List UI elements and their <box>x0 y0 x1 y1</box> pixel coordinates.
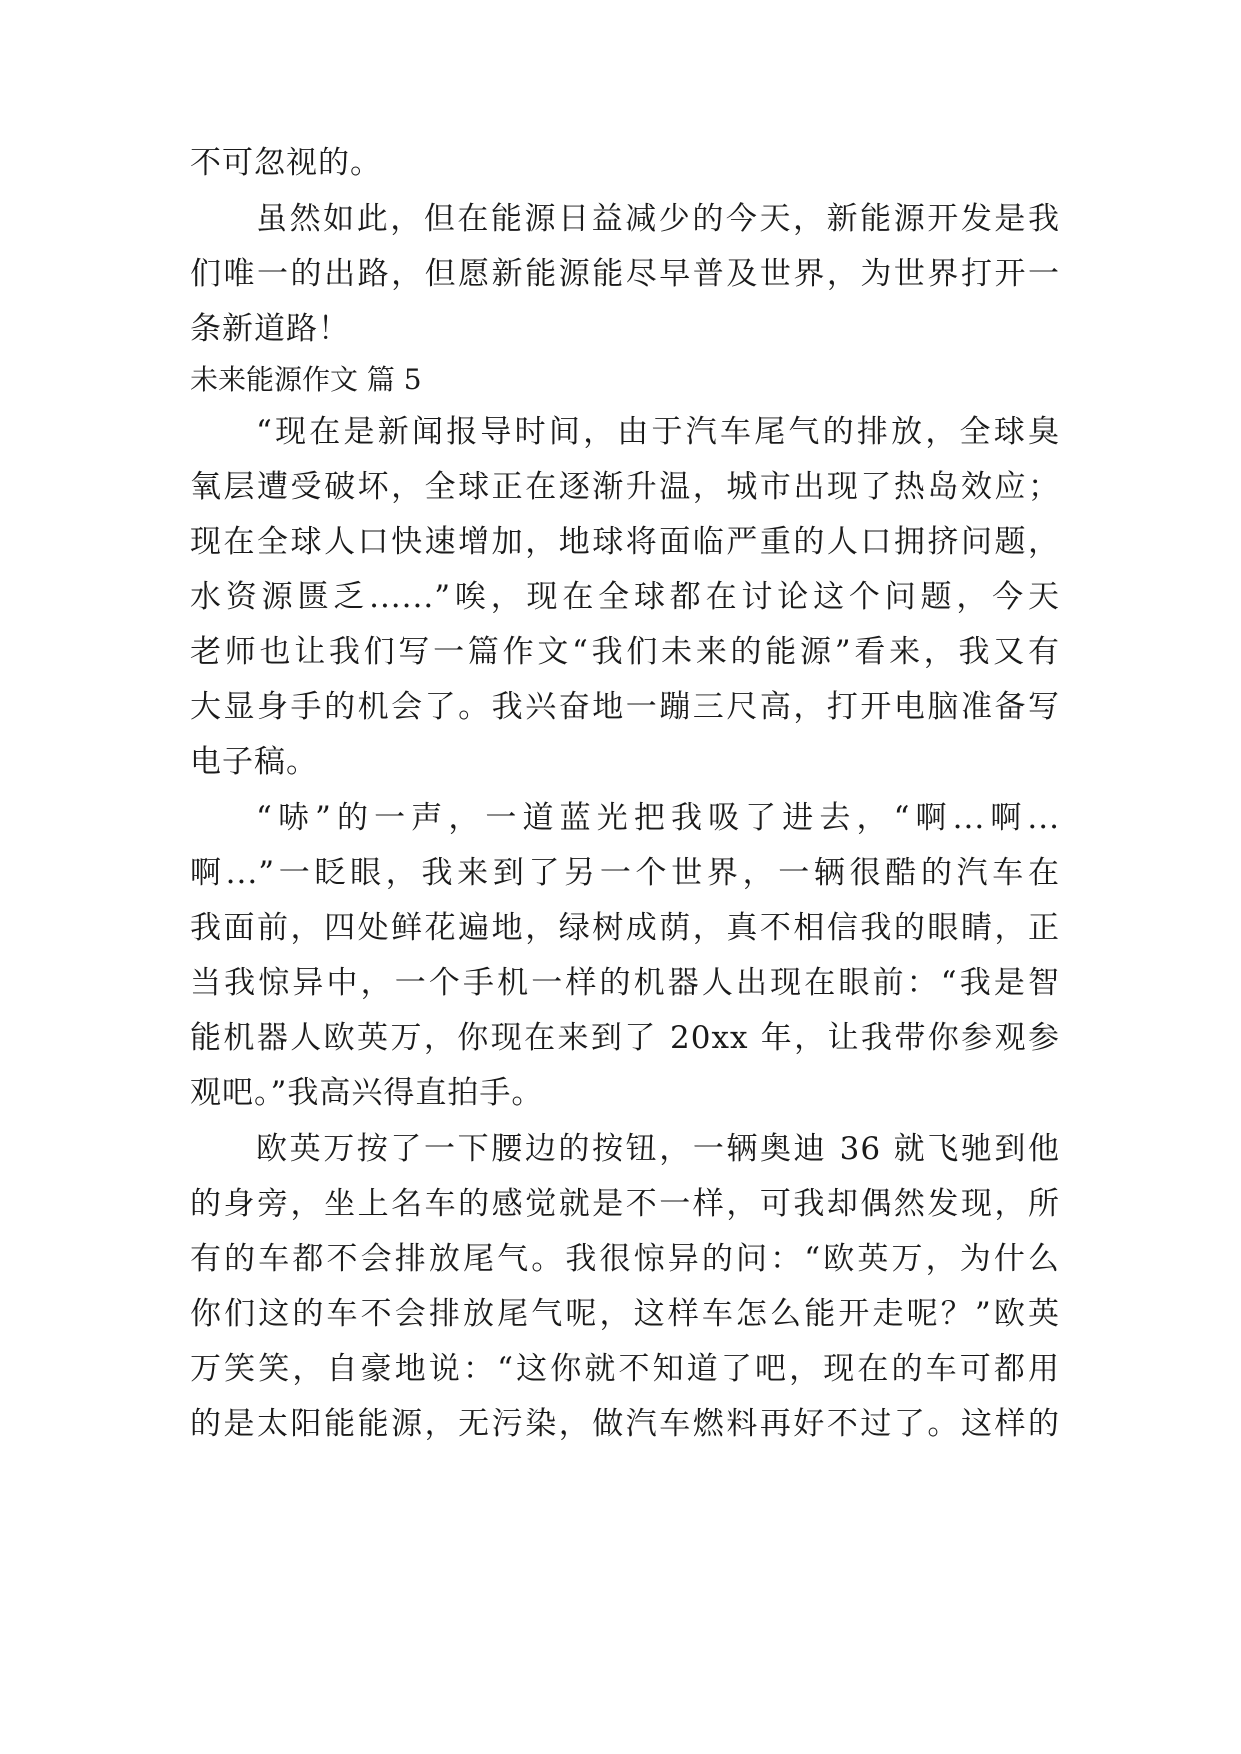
text-line: 现在全球人口快速增加，地球将面临严重的人口拥挤问题， <box>190 524 1060 560</box>
paragraph-first-line: 虽然如此，但在能源日益减少的今天，新能源开发是我 <box>256 201 1060 237</box>
text-line: 啊...”一眨眼，我来到了另一个世界，一辆很酷的汽车在 <box>190 855 1060 891</box>
text-line: 你们这的车不会排放尾气呢，这样车怎么能开走呢？”欧英 <box>190 1296 1060 1332</box>
text-line: 有的车都不会排放尾气。我很惊异的问：“欧英万，为什么 <box>190 1241 1060 1277</box>
text-line: 们唯一的出路，但愿新能源能尽早普及世界，为世界打开一 <box>190 256 1060 292</box>
text-line: 老师也让我们写一篇作文“我们未来的能源”看来，我又有 <box>190 634 1060 670</box>
text-line: 水资源匮乏......”唉，现在全球都在讨论这个问题，今天 <box>190 579 1060 615</box>
section-heading: 未来能源作文 篇 5 <box>190 363 422 396</box>
text-line: 当我惊异中，一个手机一样的机器人出现在眼前：“我是智 <box>190 965 1060 1001</box>
text-line: 氧层遭受破坏，全球正在逐渐升温，城市出现了热岛效应； <box>190 469 1060 505</box>
paragraph-first-line: 欧英万按了一下腰边的按钮，一辆奥迪 36 就飞驰到他 <box>256 1131 1060 1167</box>
paragraph-first-line: “现在是新闻报导时间，由于汽车尾气的排放，全球臭 <box>256 414 1060 450</box>
text-line: 不可忽视的。 <box>190 145 382 181</box>
text-line: 条新道路！ <box>190 311 350 347</box>
text-line: 我面前，四处鲜花遍地，绿树成荫，真不相信我的眼睛，正 <box>190 910 1060 946</box>
paragraph-first-line: “哧”的一声，一道蓝光把我吸了进去，“啊...啊... <box>256 800 1060 836</box>
text-line: 万笑笑，自豪地说：“这你就不知道了吧，现在的车可都用 <box>190 1351 1060 1387</box>
text-line: 观吧。”我高兴得直拍手。 <box>190 1075 544 1111</box>
text-line: 能机器人欧英万，你现在来到了 20xx 年，让我带你参观参 <box>190 1020 1060 1056</box>
text-line: 大显身手的机会了。我兴奋地一蹦三尺高，打开电脑准备写 <box>190 689 1060 725</box>
text-line: 电子稿。 <box>190 744 318 780</box>
text-line: 的是太阳能能源，无污染，做汽车燃料再好不过了。这样的 <box>190 1406 1060 1442</box>
text-line: 的身旁，坐上名车的感觉就是不一样，可我却偶然发现，所 <box>190 1186 1060 1222</box>
